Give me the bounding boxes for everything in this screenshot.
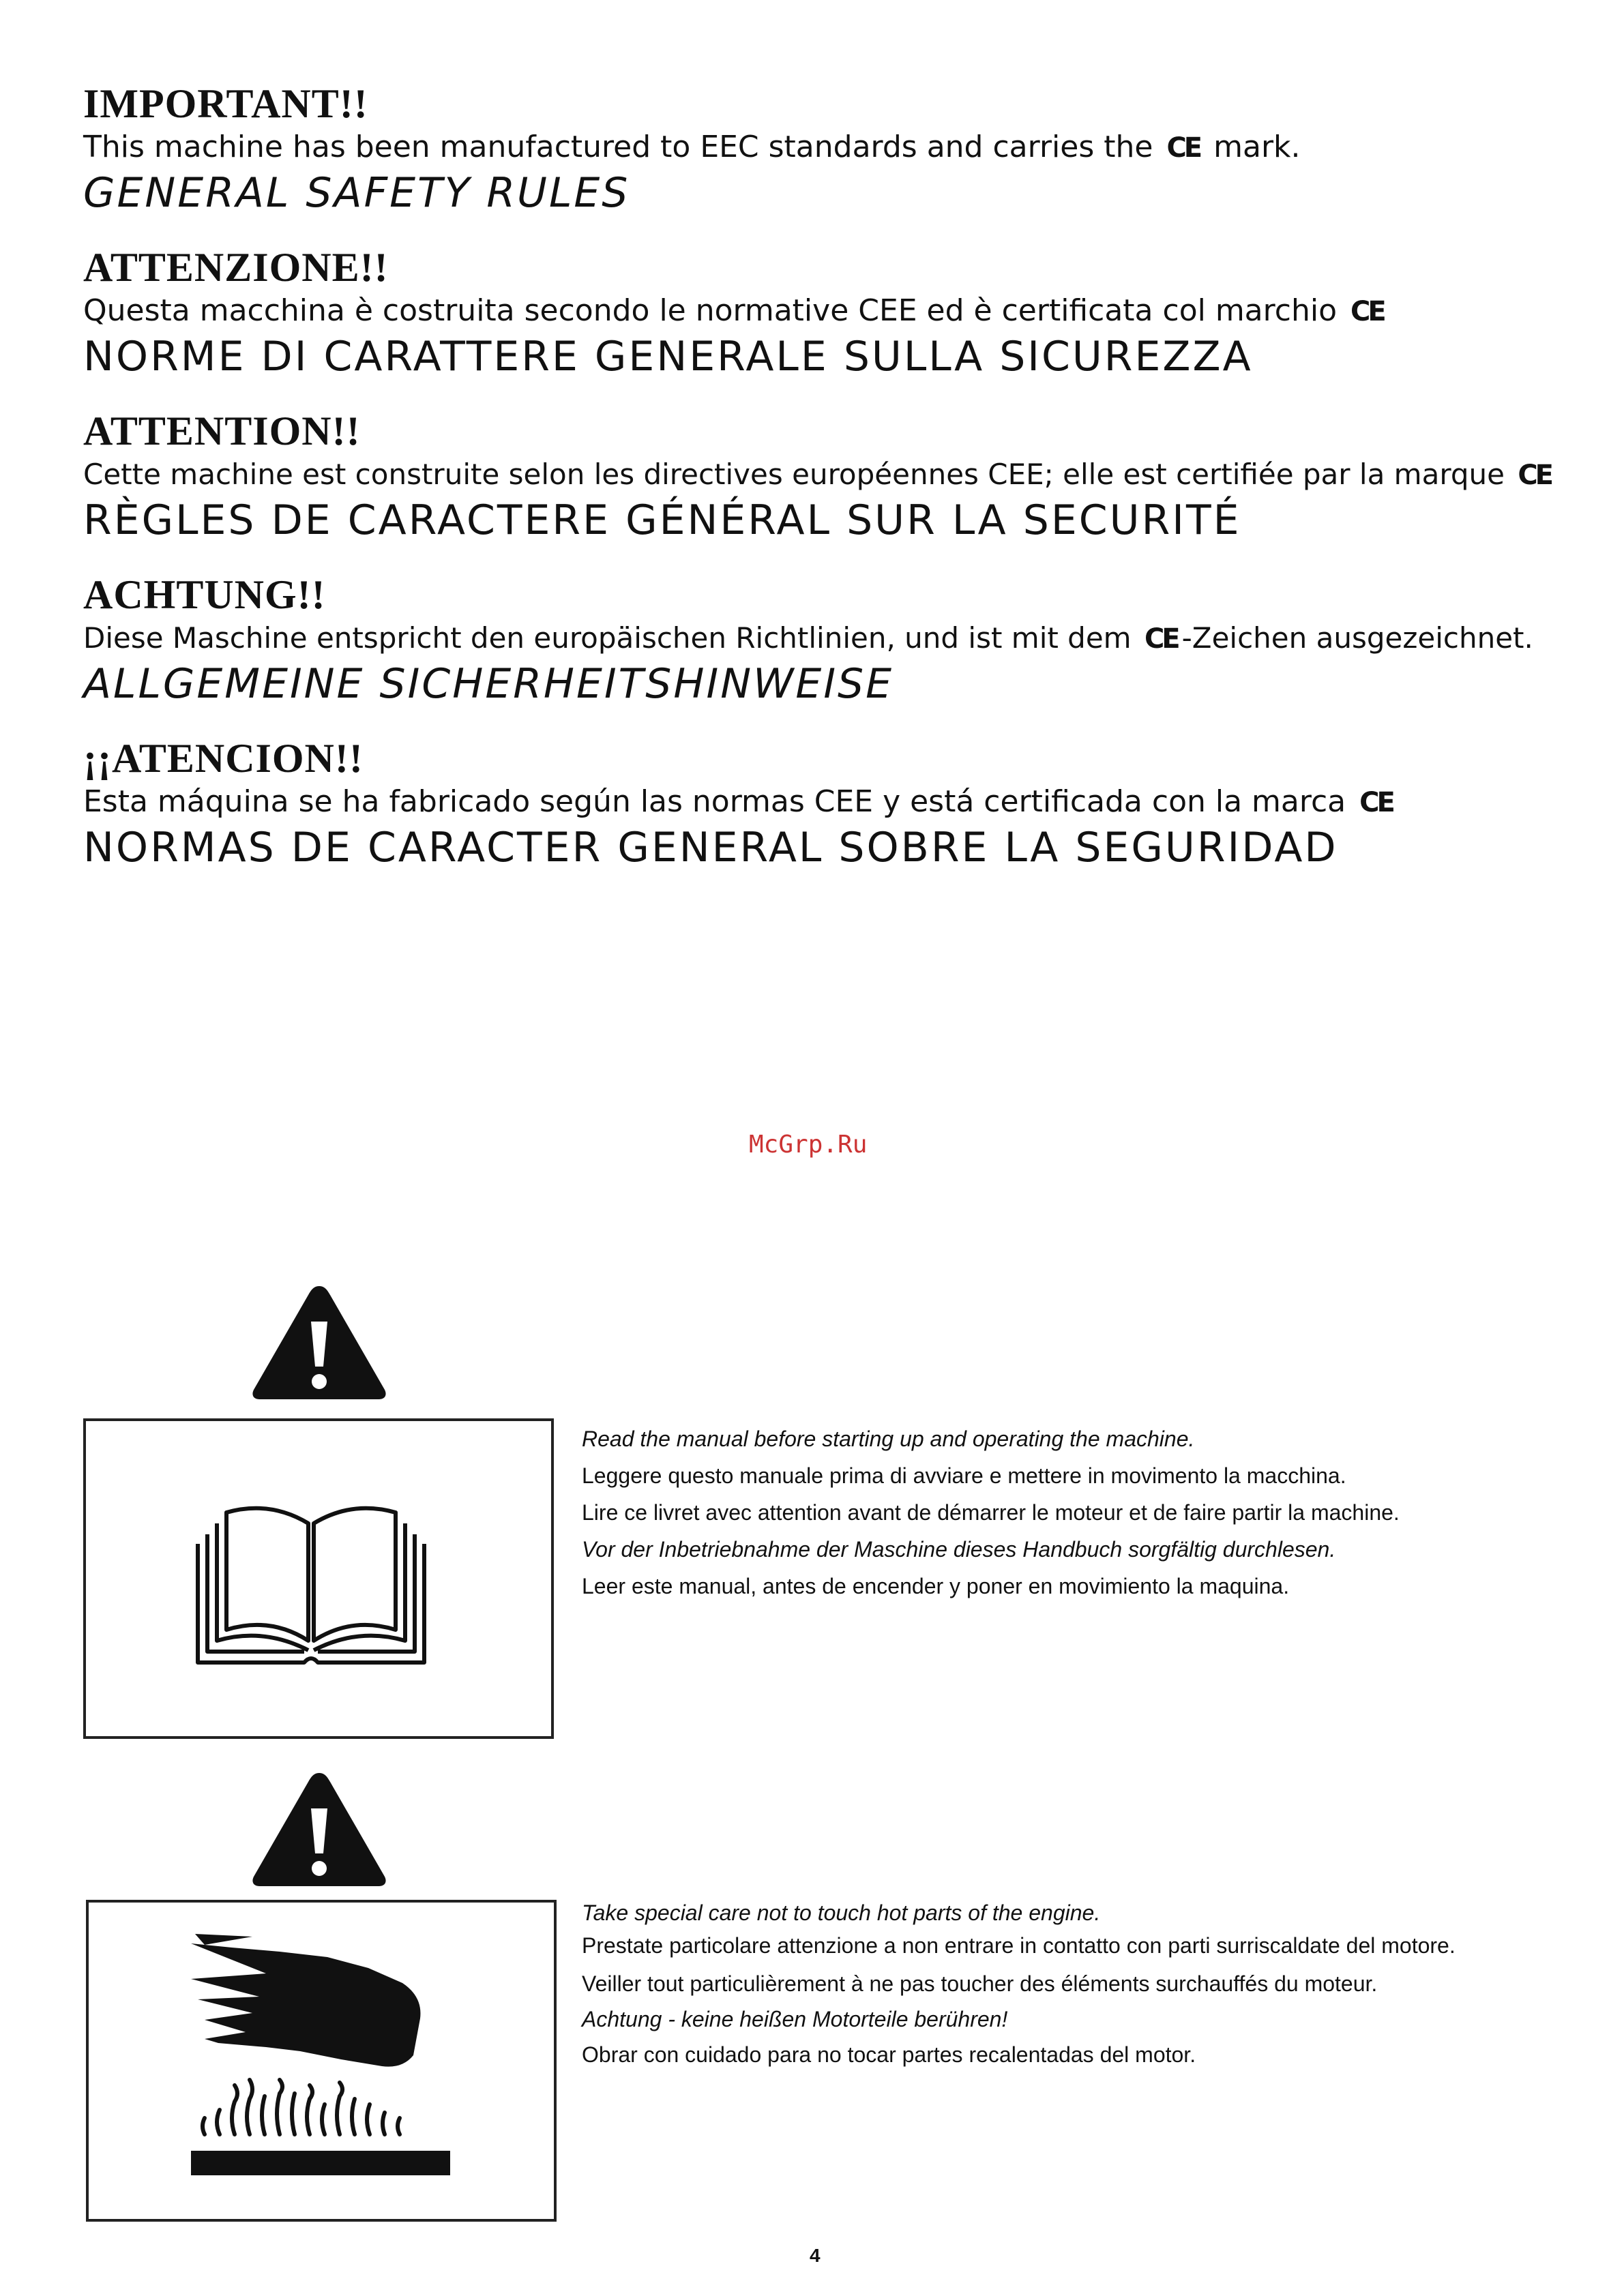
ce-statement-it: Questa macchina è costruita secondo le normative CEE ed è certificata col marchio CE: [83, 290, 1550, 332]
ce-mark-icon: CE: [1144, 623, 1178, 655]
rules-title-it: NORME DI CARATTERE GENERALE SULLA SICUREZZA: [83, 333, 1253, 381]
heading-attenzione: ATTENZIONE!!: [83, 245, 389, 290]
instruction-fr: Lire ce livret avec attention avant de démarrer le moteur et de faire partir la machine.: [582, 1500, 1400, 1525]
instruction-es: Obrar con cuidado para no tocar partes recalentadas del motor.: [582, 2042, 1196, 2067]
ce-statement-de: Diese Maschine entspricht den europäischen Richtlinien, und ist mit dem CE -Zeichen ausgezeichnet.: [83, 618, 1550, 659]
instruction-it: Prestate particolare attenzione a non entrare in contatto con parti surriscaldate del motore.: [582, 1933, 1456, 1958]
ce-mark-icon: CE: [1359, 787, 1393, 818]
warning-triangle-icon: [250, 1282, 389, 1405]
instruction-fr: Veiller tout particulièrement à ne pas toucher des éléments surchauffés du moteur.: [582, 1971, 1378, 1996]
lang-block-fr: [83, 408, 1550, 545]
page-number: 4: [810, 2245, 821, 2266]
heading-achtung: ACHTUNG!!: [83, 572, 326, 617]
ce-mark-icon: CE: [1518, 460, 1552, 491]
instruction-de: Achtung - keine heißen Motorteile berühren!: [582, 2007, 1008, 2031]
instruction-de: Vor der Inbetriebnahme der Maschine dieses Handbuch sorgfältig durchlesen.: [582, 1537, 1336, 1562]
warning-triangle-icon: [250, 1769, 389, 1892]
rules-title-de: ALLGEMEINE SICHERHEITSHINWEISE: [83, 660, 894, 708]
warning-text-manual: [582, 1420, 1564, 1605]
manual-symbol-box: [83, 1418, 554, 1739]
book-icon: [195, 1496, 427, 1665]
ce-statement-fr: Cette machine est construite selon les directives européennes CEE; elle est certifiée par la marque CE: [83, 454, 1550, 496]
lang-block-es: [83, 735, 1550, 872]
ce-mark-icon: CE: [1166, 132, 1200, 164]
heading-important: IMPORTANT!!: [83, 81, 368, 126]
hot-surface-symbol-box: [86, 1900, 557, 2222]
instruction-es: Leer este manual, antes de encender y poner en movimiento la maquina.: [582, 1574, 1290, 1598]
watermark: McGrp.Ru: [749, 1131, 868, 1159]
lang-block-de: [83, 571, 1550, 709]
lang-block-it: [83, 244, 1550, 381]
instruction-en: Take special care not to touch hot parts of the engine.: [582, 1900, 1101, 1925]
ce-statement-en: This machine has been manufactured to EEC standards and carries the CE mark.: [83, 127, 1550, 168]
rules-title-en: GENERAL SAFETY RULES: [83, 169, 630, 217]
ce-mark-icon: CE: [1350, 296, 1384, 327]
heading-attention: ATTENTION!!: [83, 408, 361, 453]
hot-surface-hand-icon: [191, 1930, 464, 2189]
instruction-en: Read the manual before starting up and operating the machine.: [582, 1427, 1195, 1451]
ce-statement-es: Esta máquina se ha fabricado según las normas CEE y está certificada con la marca CE: [83, 781, 1550, 823]
rules-title-fr: RÈGLES DE CARACTERE GÉNÉRAL SUR LA SECURITÉ: [83, 496, 1241, 544]
warning-text-hot-parts: [582, 1895, 1564, 2072]
lang-block-en: [83, 80, 1550, 218]
heading-atencion: ¡¡ATENCION!!: [83, 736, 364, 781]
instruction-it: Leggere questo manuale prima di avviare e mettere in movimento la macchina.: [582, 1463, 1346, 1488]
rules-title-es: NORMAS DE CARACTER GENERAL SOBRE LA SEGURIDAD: [83, 824, 1338, 871]
